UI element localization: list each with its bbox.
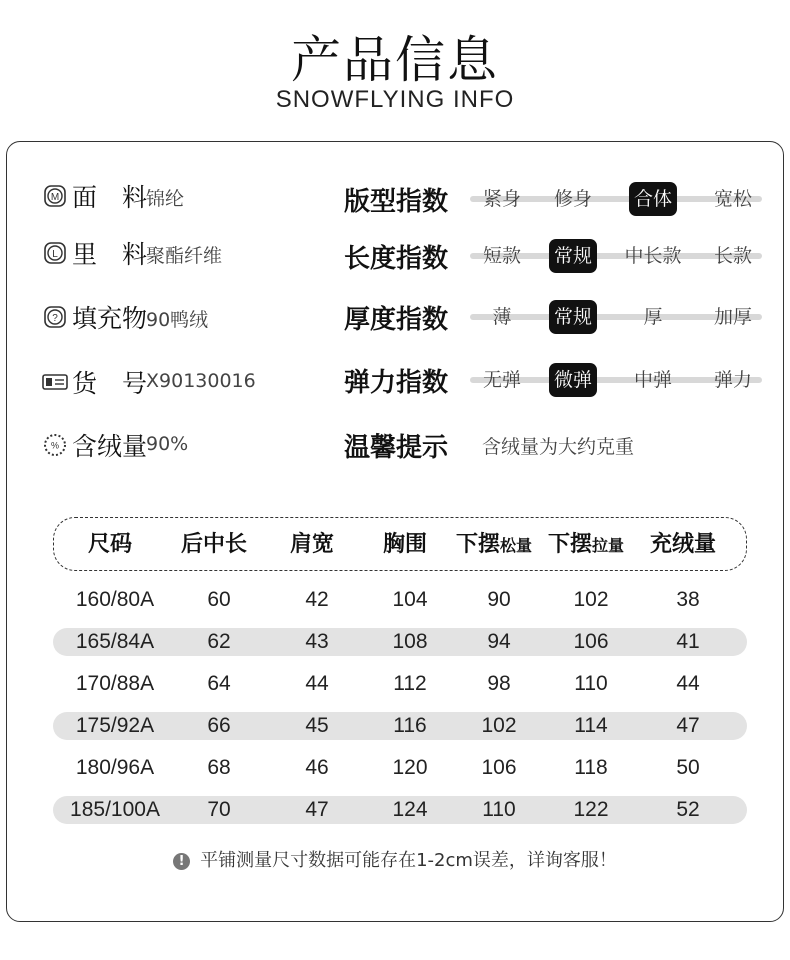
scale-option: 短款: [482, 245, 522, 267]
table-cell: 44: [305, 672, 329, 695]
info-row: [42, 366, 147, 398]
tip-title: 温馨提示: [344, 433, 449, 463]
table-cell: 106: [481, 756, 517, 779]
index-scale: [470, 363, 762, 397]
table-cell: 98: [487, 672, 511, 695]
table-cell: 112: [393, 672, 427, 695]
scale-option: 中长款: [624, 245, 682, 267]
table-header-cell: 充绒量: [649, 532, 717, 557]
info-label: 面 料: [72, 183, 148, 212]
table-row: [53, 712, 747, 740]
index-scale: [470, 182, 762, 216]
id-card-icon: [42, 369, 68, 395]
table-cell: 47: [305, 798, 329, 821]
table-cell: 44: [676, 672, 700, 695]
table-cell: 43: [305, 630, 329, 653]
table-cell: 106: [573, 630, 609, 653]
table-cell: 70: [207, 798, 231, 821]
table-row: [53, 796, 747, 824]
table-cell: 122: [573, 798, 609, 821]
page-subtitle: SNOWFLYING INFO: [275, 86, 515, 113]
question-icon: [42, 304, 68, 330]
info-label: 填充物: [72, 304, 148, 333]
page-title: 产品信息: [291, 31, 499, 89]
index-scale: [470, 300, 762, 334]
table-header-cell: 肩宽: [289, 532, 335, 557]
table-cell: 170/88A: [75, 672, 155, 695]
table-row: [53, 586, 747, 614]
table-cell: 118: [574, 756, 608, 779]
table-cell: 175/92A: [75, 714, 155, 737]
scale-option-selected: 常规: [549, 300, 597, 334]
table-cell: 110: [574, 672, 608, 695]
table-cell: 38: [676, 588, 700, 611]
info-value: 90鸭绒: [146, 309, 209, 331]
scale-option-selected: 常规: [549, 239, 597, 273]
info-icon: !: [173, 853, 190, 870]
info-row: [42, 237, 147, 269]
table-row: [53, 754, 747, 782]
table-cell: 60: [207, 588, 231, 611]
info-label: 含绒量: [72, 432, 148, 461]
scale-option: 弹力: [713, 369, 753, 391]
info-row: [42, 429, 147, 461]
table-row: [53, 628, 747, 656]
index-title: 版型指数: [344, 187, 449, 217]
scale-option-selected: 微弹: [549, 363, 597, 397]
info-value: X90130016: [146, 370, 256, 392]
table-cell: 185/100A: [70, 798, 160, 821]
table-header-cell: 胸围: [382, 532, 428, 557]
table-header: [53, 517, 747, 571]
index-scale: [470, 239, 762, 273]
svg-text:%: %: [50, 440, 60, 451]
table-header-cell: 后中长: [180, 532, 248, 557]
l-circle-icon: [42, 240, 68, 266]
m-circle-icon: [42, 183, 68, 209]
table-cell: 102: [573, 588, 609, 611]
table-cell: 66: [207, 714, 231, 737]
table-cell: 94: [487, 630, 511, 653]
table-cell: 124: [392, 798, 428, 821]
scale-option: 中弹: [633, 369, 673, 391]
table-cell: 90: [487, 588, 511, 611]
scale-option: 厚: [643, 306, 663, 328]
scale-option: 紧身: [482, 188, 522, 210]
note-text: 平铺测量尺寸数据可能存在1-2cm误差，详询客服！: [200, 850, 617, 871]
table-cell: 160/80A: [75, 588, 155, 611]
measurement-note: [0, 846, 790, 872]
index-title: 弹力指数: [344, 368, 449, 398]
tip-value: 含绒量为大约克重: [482, 436, 635, 458]
svg-text:M: M: [50, 192, 60, 203]
svg-text:?: ?: [52, 313, 58, 324]
info-label: 里 料: [72, 240, 148, 269]
scale-option: 加厚: [713, 306, 753, 328]
table-cell: 165/84A: [75, 630, 155, 653]
table-cell: 68: [207, 756, 231, 779]
table-cell: 110: [482, 798, 516, 821]
table-cell: 102: [481, 714, 517, 737]
scale-option: 宽松: [713, 188, 753, 210]
info-label: 货 号: [72, 369, 148, 398]
table-cell: 120: [392, 756, 428, 779]
table-header-cell: 下摆拉量: [547, 532, 625, 557]
table-cell: 180/96A: [75, 756, 155, 779]
table-cell: 116: [393, 714, 427, 737]
table-cell: 62: [207, 630, 231, 653]
info-value: 锦纶: [146, 188, 185, 210]
info-value: 90%: [146, 433, 189, 455]
scale-option-selected: 合体: [629, 182, 677, 216]
table-cell: 41: [676, 630, 700, 653]
table-header-cell: 尺码: [87, 532, 133, 557]
info-row: [42, 180, 147, 212]
scale-option: 薄: [492, 306, 512, 328]
table-cell: 45: [305, 714, 329, 737]
scale-option: 长款: [713, 245, 753, 267]
table-cell: 42: [305, 588, 329, 611]
table-row: [53, 670, 747, 698]
percent-ring-icon: [42, 432, 68, 458]
table-cell: 52: [676, 798, 700, 821]
table-cell: 104: [392, 588, 428, 611]
table-cell: 46: [305, 756, 329, 779]
table-header-cell: 下摆松量: [455, 532, 533, 557]
table-cell: 108: [392, 630, 428, 653]
scale-option: 无弹: [482, 369, 522, 391]
svg-text:L: L: [52, 249, 58, 260]
info-value: 聚酯纤维: [146, 245, 223, 267]
table-cell: 64: [207, 672, 231, 695]
table-cell: 50: [676, 756, 700, 779]
index-title: 长度指数: [344, 244, 449, 274]
scale-option: 修身: [553, 188, 593, 210]
index-title: 厚度指数: [344, 305, 449, 335]
table-cell: 47: [676, 714, 700, 737]
info-row: [42, 301, 147, 333]
table-cell: 114: [574, 714, 608, 737]
